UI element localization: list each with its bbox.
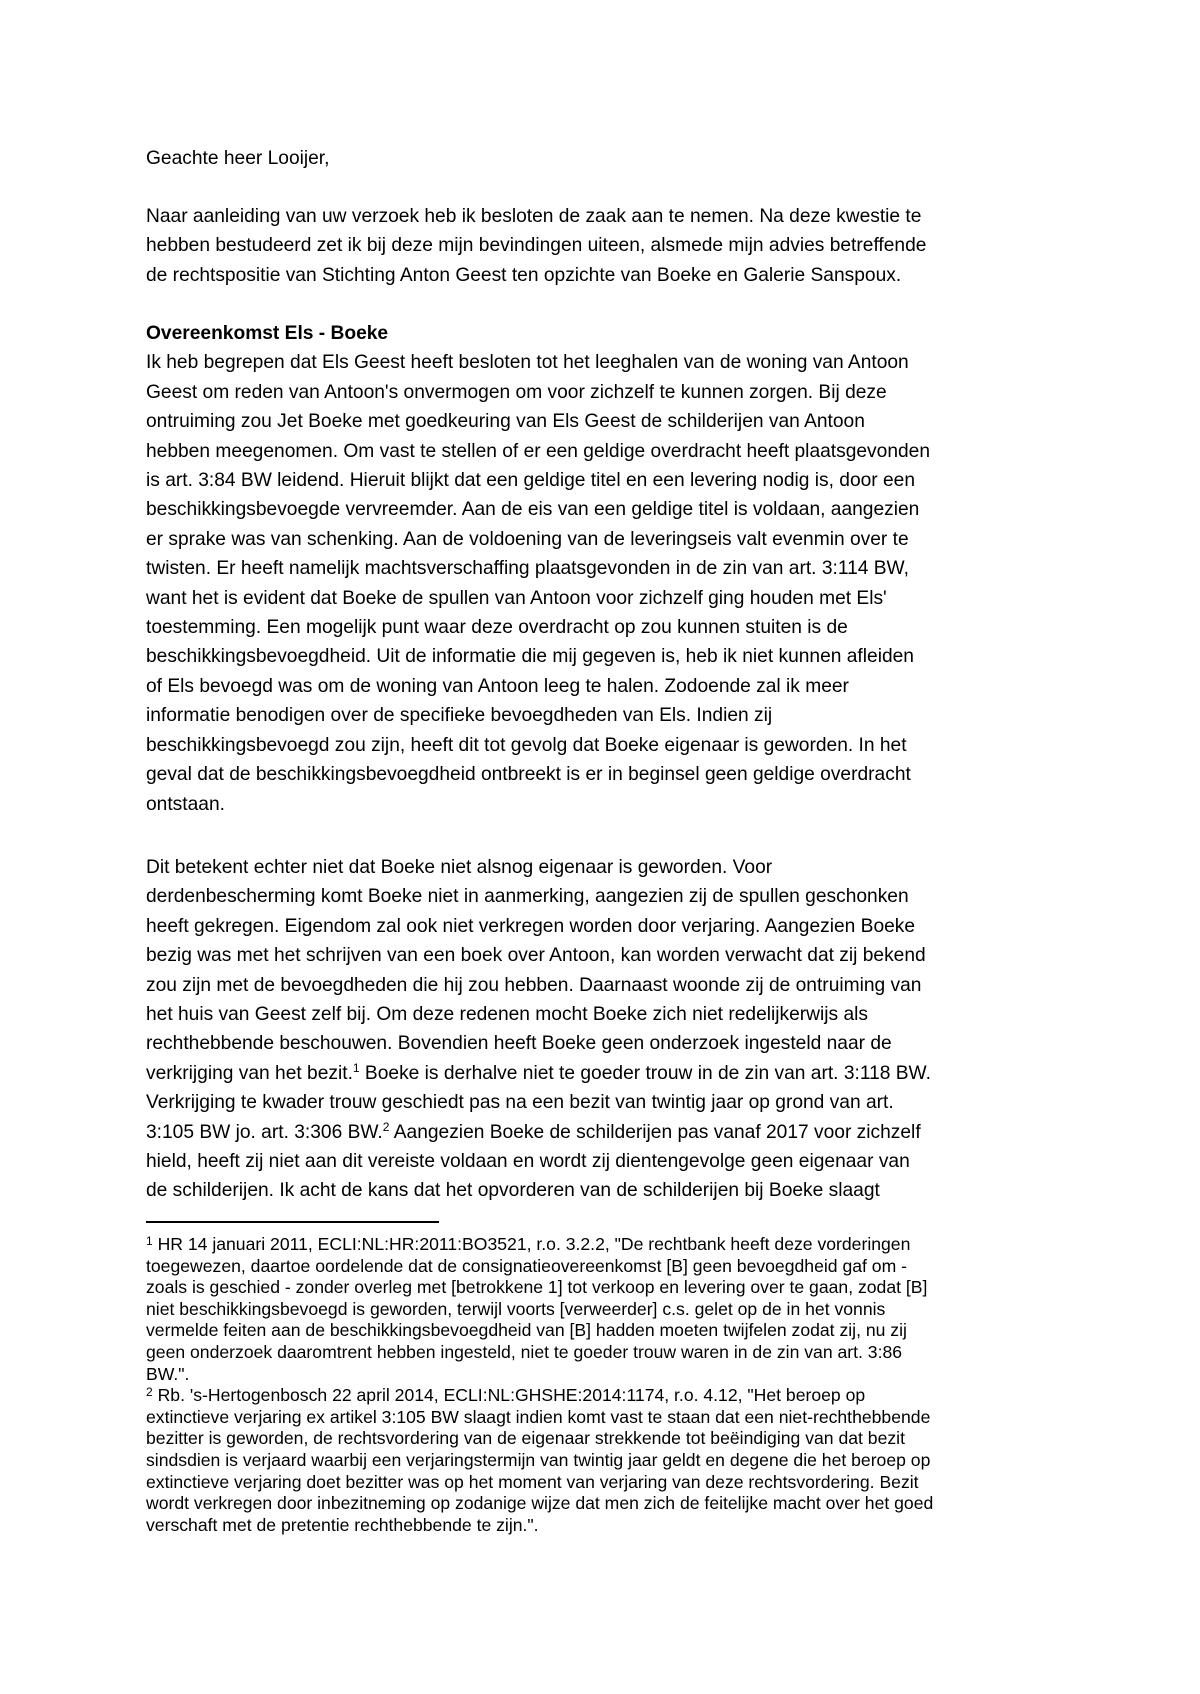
paragraph-line: zou zijn met de bevoegdheden die hij zou hebben. Daarnaast woonde zij de ontruiming van bbox=[146, 974, 922, 996]
footnote-text: HR 14 januari 2011, ECLI:NL:HR:2011:BO3521, r.o. 3.2.2, "De rechtbank heeft deze vorderingen bbox=[152, 1234, 911, 1254]
salutation bbox=[146, 144, 1076, 173]
footnote-line: BW.". bbox=[146, 1363, 190, 1384]
section-line: Ik heb begrepen dat Els Geest heeft besloten tot het leeghalen van de woning van Antoon bbox=[146, 352, 909, 374]
footnote-separator bbox=[146, 1221, 439, 1223]
footnote-number: 1 bbox=[146, 1234, 153, 1248]
footnote-line: wordt verkregen door inbezitneming op zodanige wijze dat men zich de feitelijke macht over het goed bbox=[146, 1493, 934, 1514]
section-line: Geest om reden van Antoon's onvermogen om voor zichzelf te kunnen zorgen. Bij deze bbox=[146, 381, 887, 403]
paragraph-line: rechthebbende beschouwen. Bovendien heeft Boeke geen onderzoek ingesteld naar de bbox=[146, 1033, 892, 1055]
section-line: informatie benodigen over de specifieke bevoegdheden van Els. Indien zij bbox=[146, 705, 773, 727]
line-text: Boeke is derhalve niet te goeder trouw in de zin van art. 3:118 BW. bbox=[359, 1062, 931, 1084]
footnote-line: vermelde feiten aan de beschikkingsbevoegdheid van [B] hadden moeten twijfelen zodat zij, nu zij bbox=[146, 1320, 907, 1341]
paragraph-line: bezig was met het schrijven van een boek over Antoon, kan worden verwacht dat zij bekend bbox=[146, 945, 926, 967]
footnote-line bbox=[146, 1385, 1076, 1407]
section-line: hebben meegenomen. Om vast te stellen of er een geldige overdracht heeft plaatsgevonden bbox=[146, 440, 931, 462]
section-line: ontruiming zou Jet Boeke met goedkeuring van Els Geest de schilderijen van Antoon bbox=[146, 411, 865, 433]
footnote-text: Rb. 's-Hertogenbosch 22 april 2014, ECLI:NL:GHSHE:2014:1174, r.o. 4.12, "Het beroep op bbox=[152, 1385, 866, 1406]
footnote-line: verschaft met de pretentie rechthebbende te zijn.". bbox=[146, 1514, 539, 1535]
footnote-line: niet beschikkingsbevoegd is geworden, terwijl voorts [verweerder] c.s. gelet op de in het vonnis bbox=[146, 1298, 886, 1319]
paragraph-line: de schilderijen. Ik acht de kans dat het opvorderen van de schilderijen bij Boeke slaagt bbox=[146, 1180, 880, 1202]
intro-paragraph bbox=[146, 202, 1076, 290]
footnote-line bbox=[146, 1234, 1076, 1256]
section-line: beschikkingsbevoegdheid. Uit de informatie die mij gegeven is, heb ik niet kunnen afleiden bbox=[146, 646, 914, 668]
footnote-line: toegewezen, daartoe oordelende dat de consignatieovereenkomst [B] geen bevoegdheid gaf om - bbox=[146, 1255, 907, 1276]
paragraph-line-with-footnote-1 bbox=[146, 1059, 1076, 1088]
paragraph-line: hield, heeft zij niet aan dit vereiste voldaan en wordt zij dientengevolge geen eigenaar van bbox=[146, 1151, 910, 1173]
paragraph-line: het huis van Geest zelf bij. Om deze redenen mocht Boeke zich niet redelijkerwijs als bbox=[146, 1004, 869, 1026]
paragraph-line-with-footnote-2 bbox=[146, 1118, 1076, 1147]
footnote-line: extinctieve verjaring doet bezitter was op het moment van verjaring van deze rechtsvordering. Bezit bbox=[146, 1471, 919, 1492]
section-line: toestemming. Een mogelijk punt waar deze overdracht op zou kunnen stuiten is de bbox=[146, 617, 848, 639]
paragraph-verjaring bbox=[146, 853, 1076, 1206]
intro-line: de rechtspositie van Stichting Anton Geest ten opzichte van Boeke en Galerie Sanspoux. bbox=[146, 264, 902, 286]
intro-line: Naar aanleiding van uw verzoek heb ik besloten de zaak aan te nemen. Na deze kwestie te bbox=[146, 206, 922, 227]
footnote-line: geen onderzoek daaromtrent hebben ingesteld, niet te goeder trouw waren in de zin van art. 3:86 bbox=[146, 1341, 903, 1362]
footnote-line: zoals is geschied - zonder overleg met [betrokkene 1] tot verkoop en levering over te gaan, zodat [B] bbox=[146, 1277, 928, 1298]
paragraph-line: heeft gekregen. Eigendom zal ook niet verkregen worden door verjaring. Aangezien Boeke bbox=[146, 915, 916, 937]
footnote-line: sindsdien is verjaard waarbij een verjaringstermijn van twintig jaar geldt en degene die het beroep op bbox=[146, 1449, 931, 1470]
section-line: want het is evident dat Boeke de spullen van Antoon voor zichzelf ging houden met Els' bbox=[146, 587, 887, 609]
section-line: er sprake was van schenking. Aan de voldoening van de leveringseis valt evenmin over te bbox=[146, 528, 909, 550]
section-line: ontstaan. bbox=[146, 793, 225, 815]
paragraph-line: Dit betekent echter niet dat Boeke niet alsnog eigenaar is geworden. Voor bbox=[146, 857, 773, 878]
salutation-text: Geachte heer Looijer, bbox=[146, 148, 330, 169]
paragraph-line: Verkrijging te kwader trouw geschiedt pas na een bezit van twintig jaar op grond van art. bbox=[146, 1092, 894, 1114]
footnote-ref-2[interactable]: 2 bbox=[382, 1119, 390, 1134]
section-overeenkomst bbox=[146, 319, 1076, 819]
section-line: is art. 3:84 BW leidend. Hieruit blijkt dat een geldige titel en een levering nodig is, door een bbox=[146, 470, 916, 492]
section-line: of Els bevoegd was om de woning van Antoon leeg te halen. Zodoende zal ik meer bbox=[146, 675, 849, 697]
line-text: Aangezien Boeke de schilderijen pas vanaf 2017 voor zichzelf bbox=[389, 1121, 921, 1143]
section-heading: Overeenkomst Els - Boeke bbox=[146, 323, 389, 344]
intro-line: hebben bestudeerd zet ik bij deze mijn bevindingen uiteen, alsmede mijn advies betreffende bbox=[146, 235, 927, 257]
section-line: twisten. Er heeft namelijk machtsverschaffing plaatsgevonden in de zin van art. 3:114 BW, bbox=[146, 558, 909, 580]
footnote-line: bezitter is geworden, de rechtsvordering van de eigenaar strekkende tot beëindiging van dat bezit bbox=[146, 1428, 905, 1449]
section-line: beschikkingsbevoegde vervreemder. Aan de eis van een geldige titel is voldaan, aangezien bbox=[146, 499, 920, 521]
footnote-line: extinctieve verjaring ex artikel 3:105 BW slaagt indien komt vast te staan dat een niet-rechthebbende bbox=[146, 1406, 931, 1427]
paragraph-line: derdenbescherming komt Boeke niet in aanmerking, aangezien zij de spullen geschonken bbox=[146, 886, 909, 908]
footnote-1 bbox=[146, 1234, 1076, 1385]
section-line: beschikkingsbevoegd zou zijn, heeft dit tot gevolg dat Boeke eigenaar is geworden. In het bbox=[146, 734, 907, 756]
footnote-2 bbox=[146, 1385, 1076, 1536]
footnote-number: 2 bbox=[146, 1385, 153, 1400]
line-text: 3:105 BW jo. art. 3:306 BW. bbox=[146, 1121, 383, 1143]
line-text: verkrijging van het bezit. bbox=[146, 1062, 353, 1084]
section-line: geval dat de beschikkingsbevoegdheid ontbreekt is er in beginsel geen geldige overdracht bbox=[146, 764, 911, 786]
footnotes bbox=[146, 1234, 1076, 1536]
footnote-ref-1[interactable]: 1 bbox=[352, 1060, 360, 1075]
